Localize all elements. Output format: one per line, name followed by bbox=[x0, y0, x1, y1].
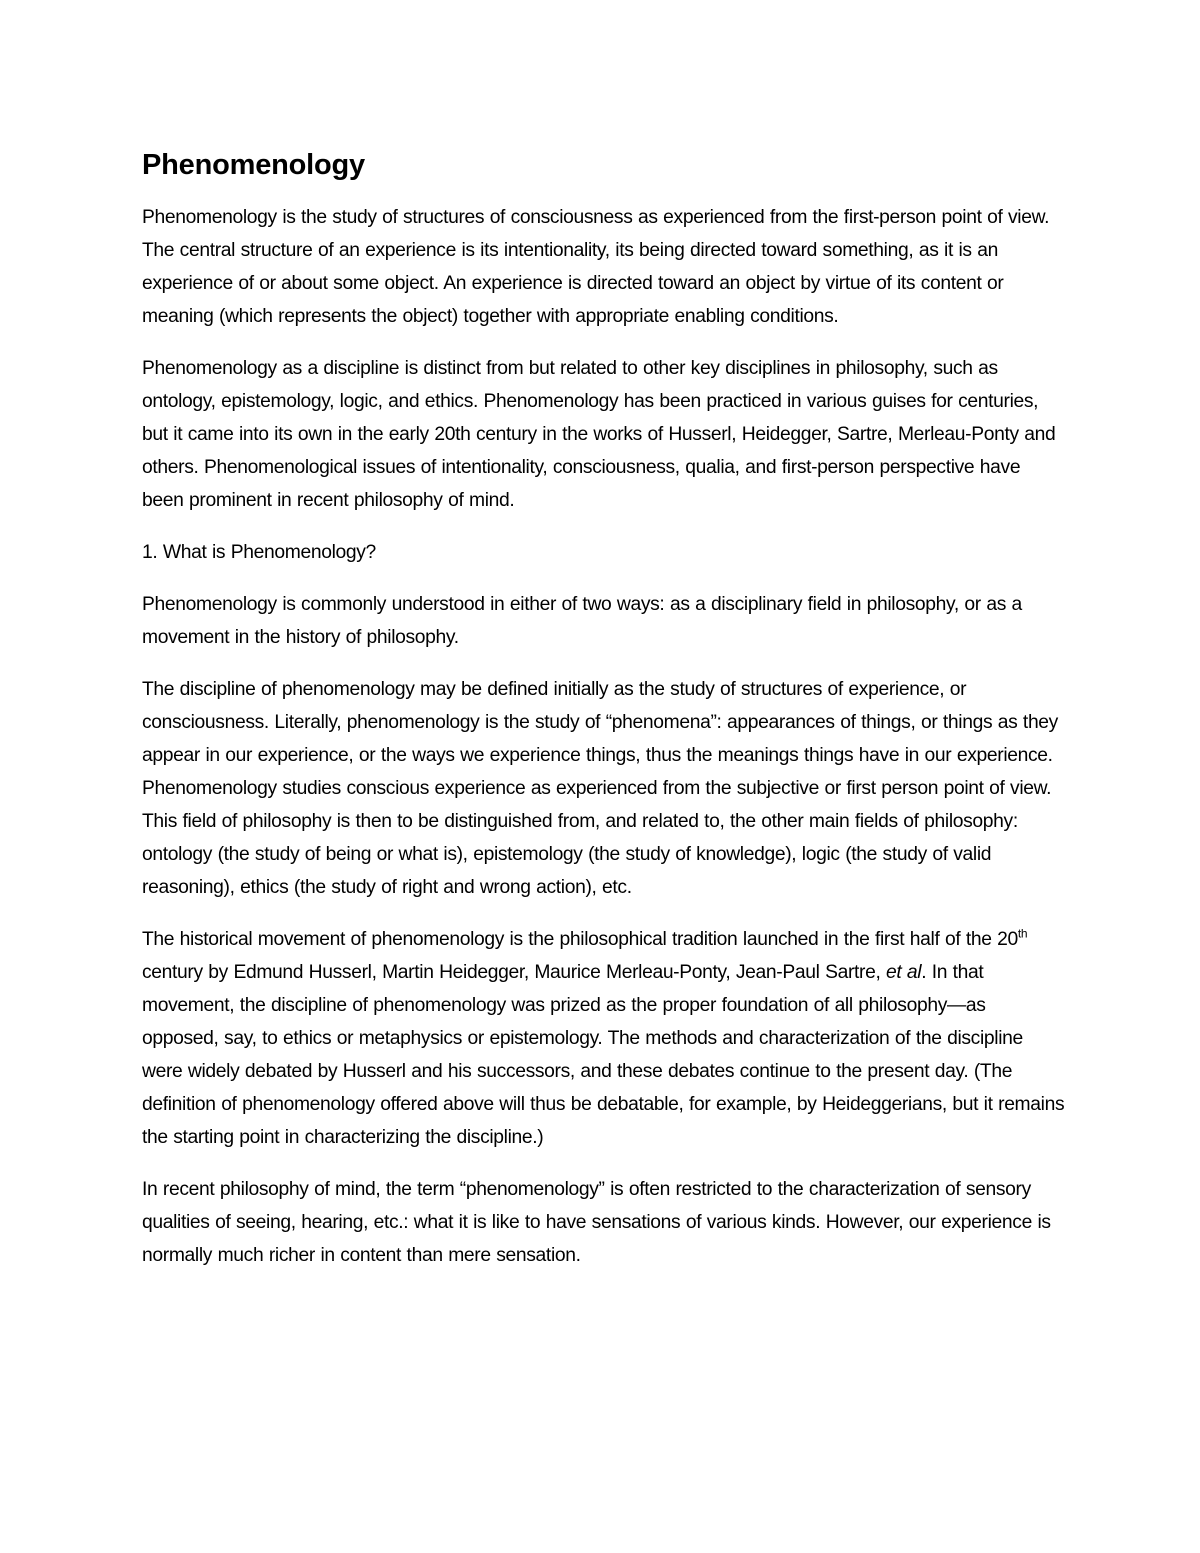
intro-paragraph-1: Phenomenology is the study of structures of consciousness as experienced from the first-person point of view. The central structure of an experience is its intentionality, its being directed toward something, as it is an experience of or about some object. An experience is directed toward an object by virtue of its content or meaning (which represents the object) together with appropriate enabling conditions. bbox=[142, 207, 1050, 327]
italic-et-al: et al bbox=[886, 962, 922, 983]
intro-paragraph-2: Phenomenology as a discipline is distinct from but related to other key disciplines in philosophy, such as ontology, epistemology, logic, and ethics. Phenomenology has been practiced in various guises for centuries, but it came into its own in the early 20th century in the works of Husserl, Heidegger, Sartre, Merleau-Ponty and others. Phenomenological issues of intentionality, consciousness, qualia, and first-person perspective have been prominent in recent philosophy of mind. bbox=[142, 358, 1056, 511]
paragraph-text-part-a: The historical movement of phenomenology is the philosophical tradition launched in the first half of the 20 bbox=[142, 929, 1018, 950]
paragraph-text-part-c: . In that movement, the discipline of phenomenology was prized as the proper foundation of all philosophy—as opposed, say, to ethics or metaphysics or epistemology. The methods and characterization of the discipline were widely debated by Husserl and his successors, and these debates continue to the present day. (The definition of phenomenology offered above will thus be debatable, for example, by Heideggerians, but it remains the starting point in characterizing the discipline.) bbox=[142, 962, 1065, 1148]
section-1-paragraph-2: The discipline of phenomenology may be defined initially as the study of structures of experience, or consciousness. Literally, phenomenology is the study of “phenomena”: appearances of things, or things as they appear in our experience, or the ways we experience things, thus the meanings things have in our experience. Phenomenology studies conscious experience as experienced from the subjective or first person point of view. This field of philosophy is then to be distinguished from, and related to, the other main fields of philosophy: ontology (the study of being or what is), epistemology (the study of knowledge), logic (the study of valid reasoning), ethics (the study of right and wrong action), etc. bbox=[142, 679, 1058, 898]
section-1-paragraph-4: In recent philosophy of mind, the term “phenomenology” is often restricted to the characterization of sensory qualities of seeing, hearing, etc.: what it is like to have sensations of various kinds. However, our experience is normally much richer in content than mere sensation. bbox=[142, 1179, 1051, 1266]
section-heading-what-is-phenomenology: 1. What is Phenomenology? bbox=[142, 542, 376, 563]
section-1-paragraph-3 bbox=[142, 923, 1067, 1154]
document-title: Phenomenology bbox=[142, 149, 365, 181]
section-1-paragraph-1: Phenomenology is commonly understood in either of two ways: as a disciplinary field in philosophy, or as a movement in the history of philosophy. bbox=[142, 594, 1022, 648]
paragraph-text-part-b: century by Edmund Husserl, Martin Heidegger, Maurice Merleau-Ponty, Jean-Paul Sartre, bbox=[142, 962, 886, 983]
document-page bbox=[142, 143, 1067, 1291]
ordinal-superscript: th bbox=[1017, 926, 1028, 941]
